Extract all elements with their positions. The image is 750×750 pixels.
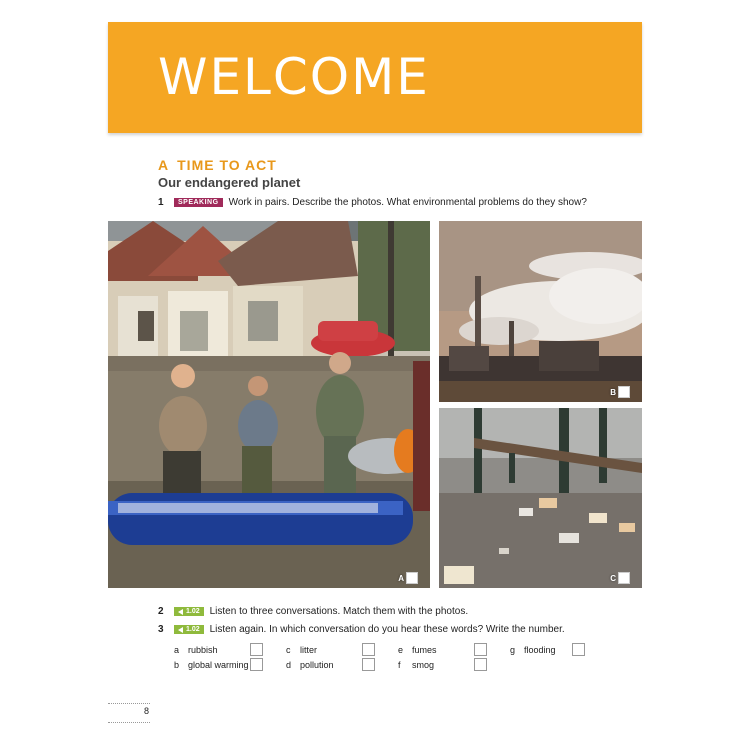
footer-divider-bottom [108, 722, 150, 723]
speaking-tag: SPEAKING [174, 198, 223, 207]
exercise-2 [158, 606, 468, 617]
vocab-word: pollution [300, 659, 334, 670]
vocab-word: smog [412, 659, 435, 670]
exercise-number: 3 [158, 624, 164, 635]
vocab-item-f [398, 658, 487, 671]
vocab-word: global warming [188, 659, 249, 670]
audio-track-number: 1.02 [186, 626, 200, 633]
photo-b-label [610, 386, 630, 398]
flood-image [108, 221, 430, 588]
vocab-letter: g [510, 644, 516, 655]
exercise-3 [158, 624, 565, 635]
exercise-instruction: Work in pairs. Describe the photos. What environmental problems do they show? [228, 197, 587, 208]
vocab-answer-box[interactable] [250, 643, 263, 656]
photo-b-answer-box[interactable] [618, 386, 630, 398]
photo-c-litter [439, 408, 642, 588]
vocab-answer-box[interactable] [250, 658, 263, 671]
photo-a-label [398, 572, 418, 584]
audio-track-number: 1.02 [186, 608, 200, 615]
vocab-item-a [174, 643, 263, 656]
section-letter: A [158, 157, 170, 173]
audio-track-tag[interactable] [174, 625, 204, 634]
section-heading [158, 157, 277, 173]
footer-divider-top [108, 703, 150, 704]
vocab-letter: a [174, 644, 180, 655]
vocab-item-g [510, 643, 585, 656]
photo-c-answer-box[interactable] [618, 572, 630, 584]
photo-a-flood [108, 221, 430, 588]
vocab-answer-box[interactable] [362, 658, 375, 671]
exercise-1 [158, 197, 587, 208]
vocab-letter: b [174, 659, 180, 670]
exercise-number: 2 [158, 606, 164, 617]
vocab-answer-box[interactable] [474, 643, 487, 656]
section-title: TIME TO ACT [177, 157, 277, 173]
photo-c-label [610, 572, 630, 584]
exercise-instruction: Listen again. In which conversation do you hear these words? Write the number. [209, 624, 565, 635]
photo-b-factory [439, 221, 642, 402]
photo-a-answer-box[interactable] [406, 572, 418, 584]
photo-a-letter: A [398, 573, 404, 583]
speaker-icon [178, 609, 183, 615]
vocab-word: flooding [524, 644, 556, 655]
vocab-letter: e [398, 644, 404, 655]
exercise-instruction: Listen to three conversations. Match them with the photos. [209, 606, 469, 617]
page-number: 8 [144, 706, 150, 716]
vocab-item-e [398, 643, 487, 656]
factory-image [439, 221, 642, 402]
audio-track-tag[interactable] [174, 607, 204, 616]
vocab-answer-box[interactable] [572, 643, 585, 656]
vocab-answer-box[interactable] [362, 643, 375, 656]
welcome-banner [108, 22, 642, 133]
litter-image [439, 408, 642, 588]
photo-c-letter: C [610, 573, 616, 583]
banner-title: WELCOME [158, 48, 430, 106]
vocab-letter: d [286, 659, 292, 670]
vocab-item-b [174, 658, 263, 671]
vocab-letter: f [398, 659, 401, 670]
vocab-item-c [286, 643, 375, 656]
vocab-item-d [286, 658, 375, 671]
vocab-word: litter [300, 644, 318, 655]
speaker-icon [178, 627, 183, 633]
vocab-letter: c [286, 644, 291, 655]
vocab-answer-box[interactable] [474, 658, 487, 671]
vocab-word: fumes [412, 644, 437, 655]
vocab-word: rubbish [188, 644, 218, 655]
exercise-number: 1 [158, 197, 164, 208]
photo-b-letter: B [610, 387, 616, 397]
section-subtitle: Our endangered planet [158, 175, 301, 190]
